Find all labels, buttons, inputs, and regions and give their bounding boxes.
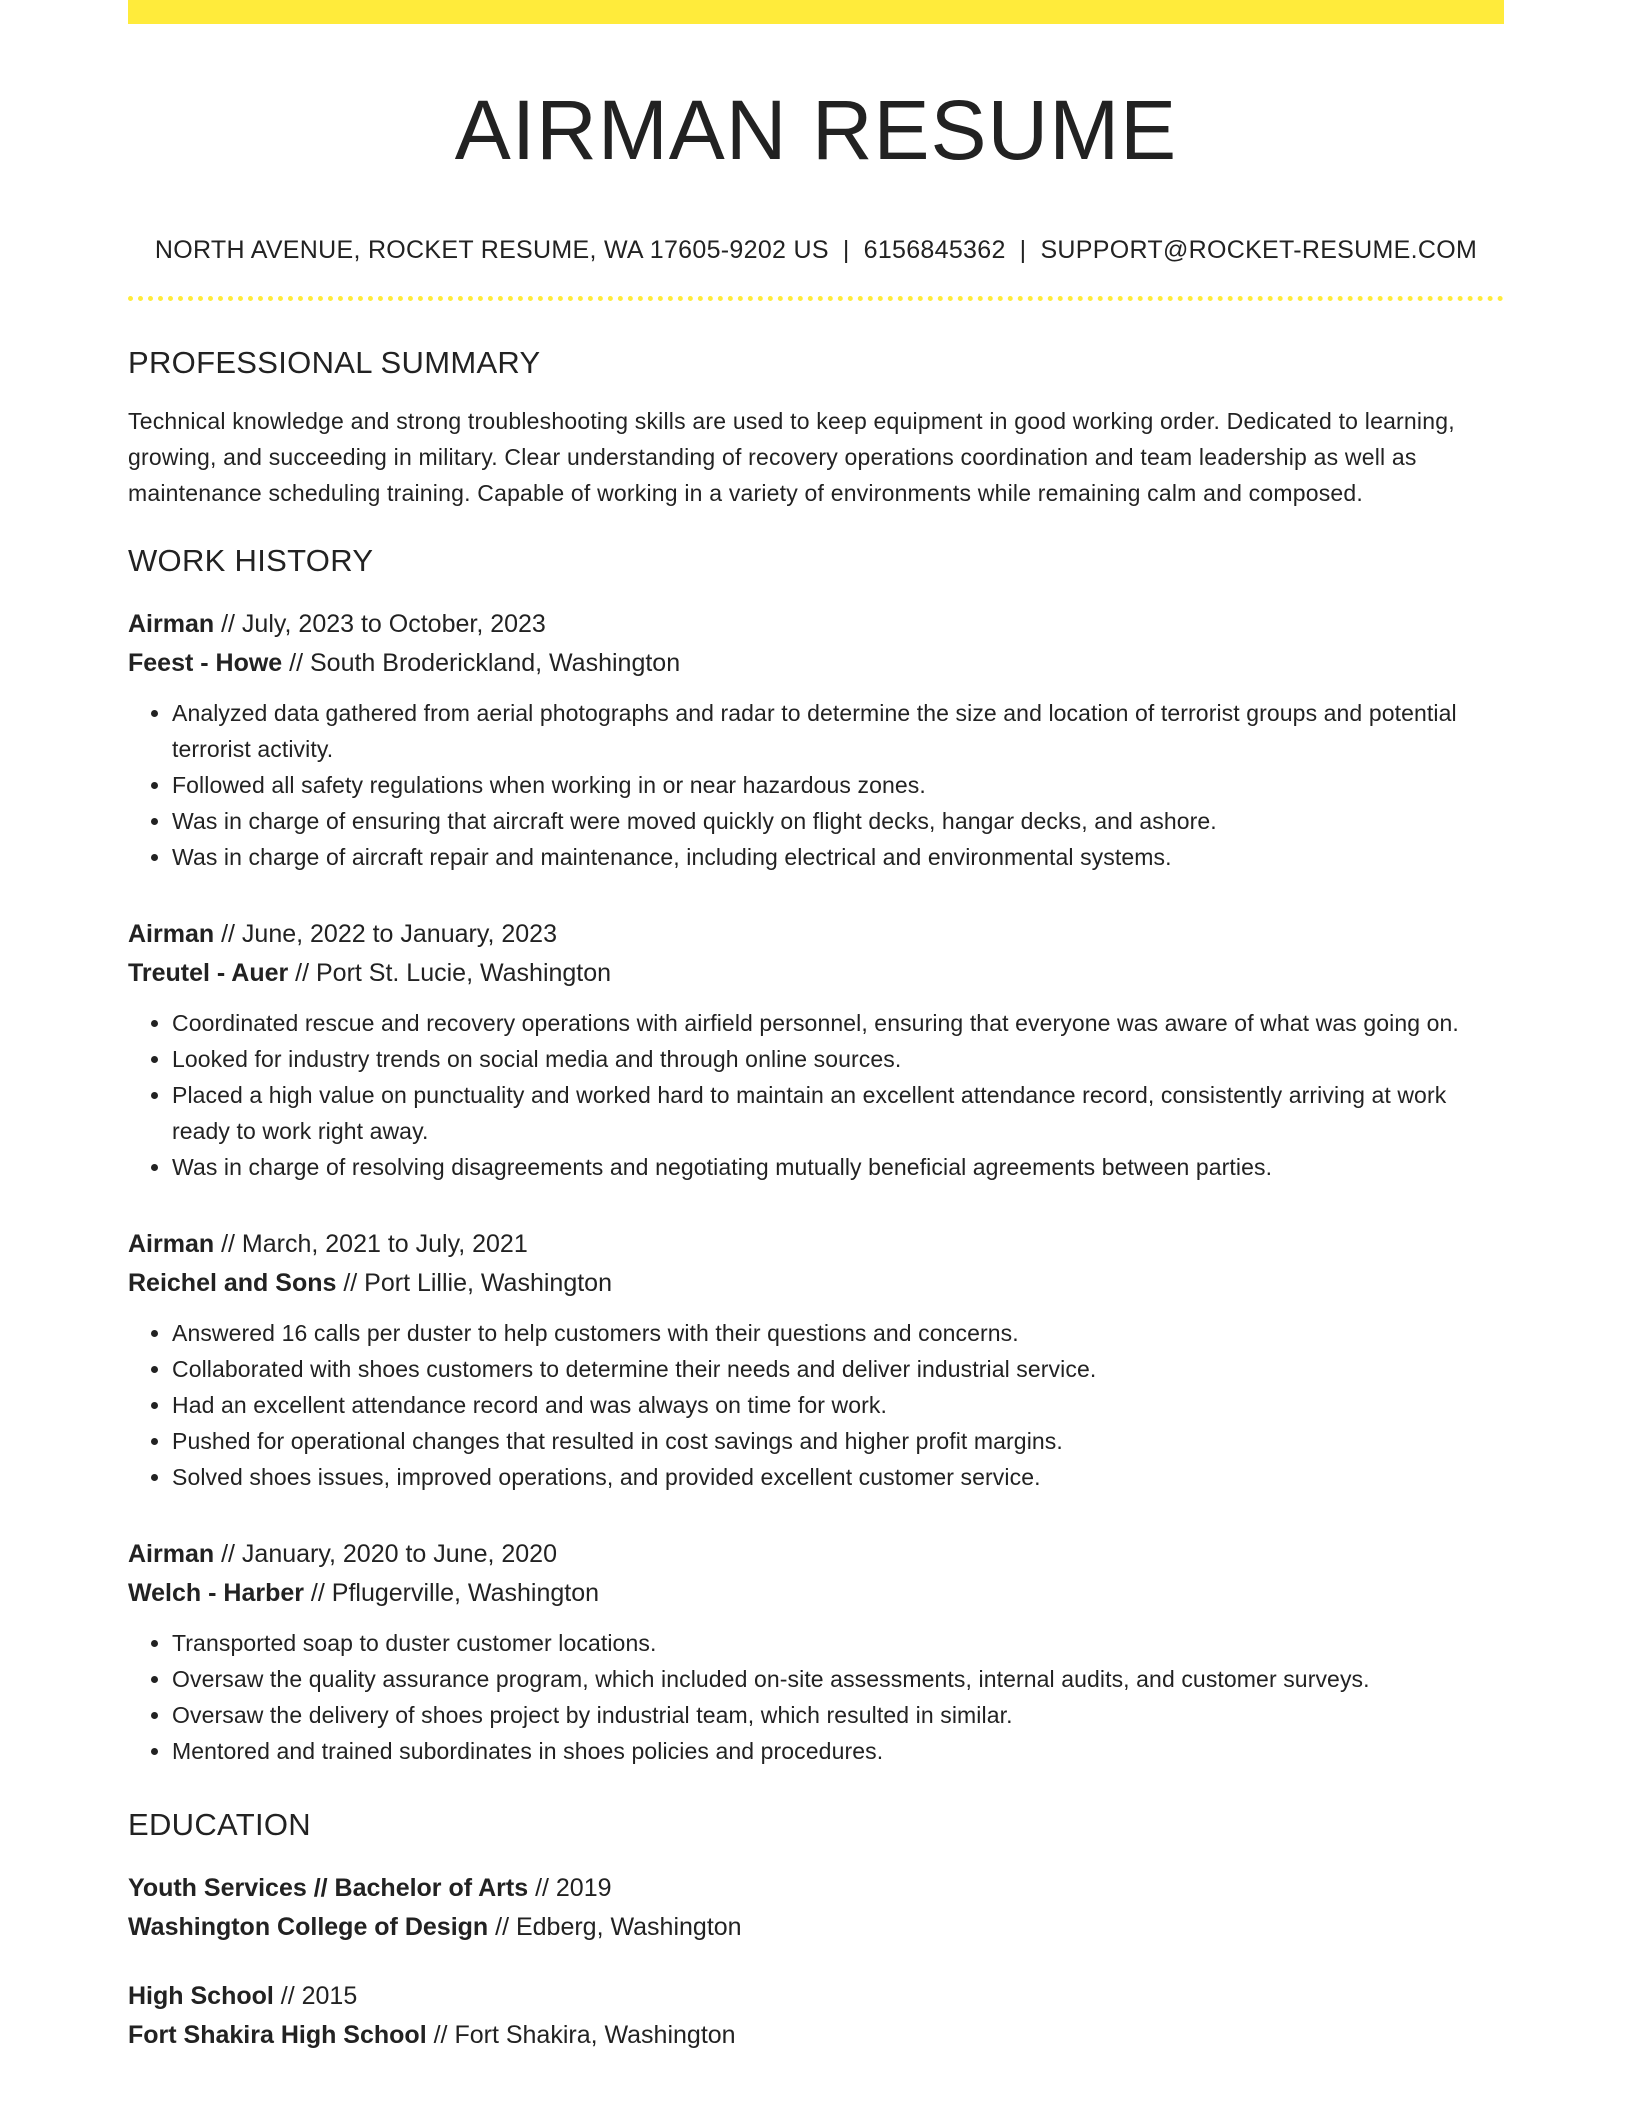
job-bullet: • Coordinated rescue and recovery operations with airfield personnel, ensuring that everyone was aware of what was going on.: [172, 1005, 1504, 1041]
job-bullet: • Collaborated with shoes customers to determine their needs and deliver industrial service.: [172, 1351, 1504, 1387]
job-entry: [128, 1535, 1504, 1769]
education-location: // Edberg, Washington: [488, 1913, 742, 1941]
job-dates: // January, 2020 to June, 2020: [214, 1540, 557, 1568]
resume-title: AIRMAN RESUME: [454, 83, 1178, 177]
job-bullet: • Placed a high value on punctuality and worked hard to maintain an excellent attendance record, consistently arriving at work ready to work right away.: [172, 1077, 1504, 1149]
job-location: // Port St. Lucie, Washington: [288, 959, 612, 987]
job-dates: // June, 2022 to January, 2023: [214, 920, 557, 948]
job-company-line: [128, 644, 1504, 683]
job-position: Airman: [128, 610, 215, 638]
job-bullet: • Analyzed data gathered from aerial photographs and radar to determine the size and location of terrorist groups and potential terrorist activity.: [172, 695, 1504, 767]
contact-separator: |: [1019, 236, 1027, 264]
job-location: // South Broderickland, Washington: [282, 649, 681, 677]
education-entry: [128, 1977, 1504, 2055]
job-title-line: [128, 1225, 1504, 1264]
job-bullet: • Oversaw the delivery of shoes project by industrial team, which resulted in similar.: [172, 1697, 1504, 1733]
education-school: Fort Shakira High School: [128, 2021, 427, 2049]
job-title-line: [128, 915, 1504, 954]
contact-line: [128, 232, 1504, 268]
job-bullet: • Answered 16 calls per duster to help customers with their questions and concerns.: [172, 1315, 1504, 1351]
contact-address: NORTH AVENUE, ROCKET RESUME, WA 17605-9202 US: [154, 236, 829, 264]
job-bullet: • Had an excellent attendance record and was always on time for work.: [172, 1387, 1504, 1423]
contact-separator: |: [842, 236, 850, 264]
job-bullets: [128, 1005, 1504, 1185]
job-bullet: • Transported soap to duster customer locations.: [172, 1625, 1504, 1661]
education-year: // 2019: [528, 1874, 612, 1902]
job-company: Feest - Howe: [128, 649, 283, 677]
education-degree: High School: [128, 1982, 274, 2010]
work-history-heading: WORK HISTORY: [128, 543, 374, 578]
education-degree-line: [128, 1977, 1504, 2016]
summary-heading: PROFESSIONAL SUMMARY: [128, 345, 541, 380]
job-company: Treutel - Auer: [128, 959, 289, 987]
job-bullets: [128, 695, 1504, 875]
job-bullet: • Was in charge of resolving disagreements and negotiating mutually beneficial agreements between parties.: [172, 1149, 1504, 1185]
education-degree: Youth Services // Bachelor of Arts: [128, 1874, 529, 1902]
education-year: // 2015: [273, 1982, 358, 2010]
education-school: Washington College of Design: [128, 1913, 489, 1941]
job-bullet: • Was in charge of aircraft repair and maintenance, including electrical and environmental systems.: [172, 839, 1504, 875]
job-company-line: [128, 1574, 1504, 1613]
job-bullets: [128, 1315, 1504, 1495]
job-title-line: [128, 605, 1504, 644]
contact-phone: 6156845362: [863, 236, 1006, 264]
job-bullet: • Oversaw the quality assurance program, which included on-site assessments, internal audits, and customer surveys.: [172, 1661, 1504, 1697]
job-bullet: • Was in charge of ensuring that aircraft were moved quickly on flight decks, hangar decks, and ashore.: [172, 803, 1504, 839]
job-dates: // July, 2023 to October, 2023: [214, 610, 546, 638]
education-heading: EDUCATION: [128, 1807, 311, 1842]
job-bullet: • Mentored and trained subordinates in shoes policies and procedures.: [172, 1733, 1504, 1769]
job-location: // Port Lillie, Washington: [336, 1269, 612, 1297]
contact-email: SUPPORT@ROCKET-RESUME.COM: [1040, 236, 1478, 264]
job-bullet: • Solved shoes issues, improved operations, and provided excellent customer service.: [172, 1459, 1504, 1495]
education-location: // Fort Shakira, Washington: [426, 2021, 736, 2049]
job-company-line: [128, 954, 1504, 993]
job-location: // Pflugerville, Washington: [303, 1579, 600, 1607]
job-company: Welch - Harber: [128, 1579, 304, 1607]
job-position: Airman: [128, 1230, 215, 1258]
job-entry: [128, 915, 1504, 1185]
job-bullet: • Followed all safety regulations when working in or near hazardous zones.: [172, 767, 1504, 803]
job-bullets: [128, 1625, 1504, 1769]
education-school-line: [128, 2016, 1504, 2055]
work-history-list: [128, 605, 1504, 1769]
education-school-line: [128, 1908, 1504, 1947]
job-entry: [128, 605, 1504, 875]
job-company-line: [128, 1264, 1504, 1303]
resume-content: [128, 0, 1504, 2055]
job-dates: // March, 2021 to July, 2021: [214, 1230, 528, 1258]
job-title-line: [128, 1535, 1504, 1574]
education-entry: [128, 1869, 1504, 1947]
job-position: Airman: [128, 920, 215, 948]
dotted-divider: [128, 296, 1504, 301]
education-list: [128, 1869, 1504, 2055]
job-position: Airman: [128, 1540, 215, 1568]
job-bullet: • Looked for industry trends on social media and through online sources.: [172, 1041, 1504, 1077]
job-bullet: • Pushed for operational changes that resulted in cost savings and higher profit margins.: [172, 1423, 1504, 1459]
job-company: Reichel and Sons: [128, 1269, 337, 1297]
job-entry: [128, 1225, 1504, 1495]
summary-text: Technical knowledge and strong troubleshooting skills are used to keep equipment in good working order. Dedicated to learning, growing, and succeeding in military. Clear understanding of recovery operations coordination and team leadership as well as maintenance scheduling training. Capable of working in a variety of environments while remaining calm and composed.: [128, 408, 1455, 506]
education-degree-line: [128, 1869, 1504, 1908]
